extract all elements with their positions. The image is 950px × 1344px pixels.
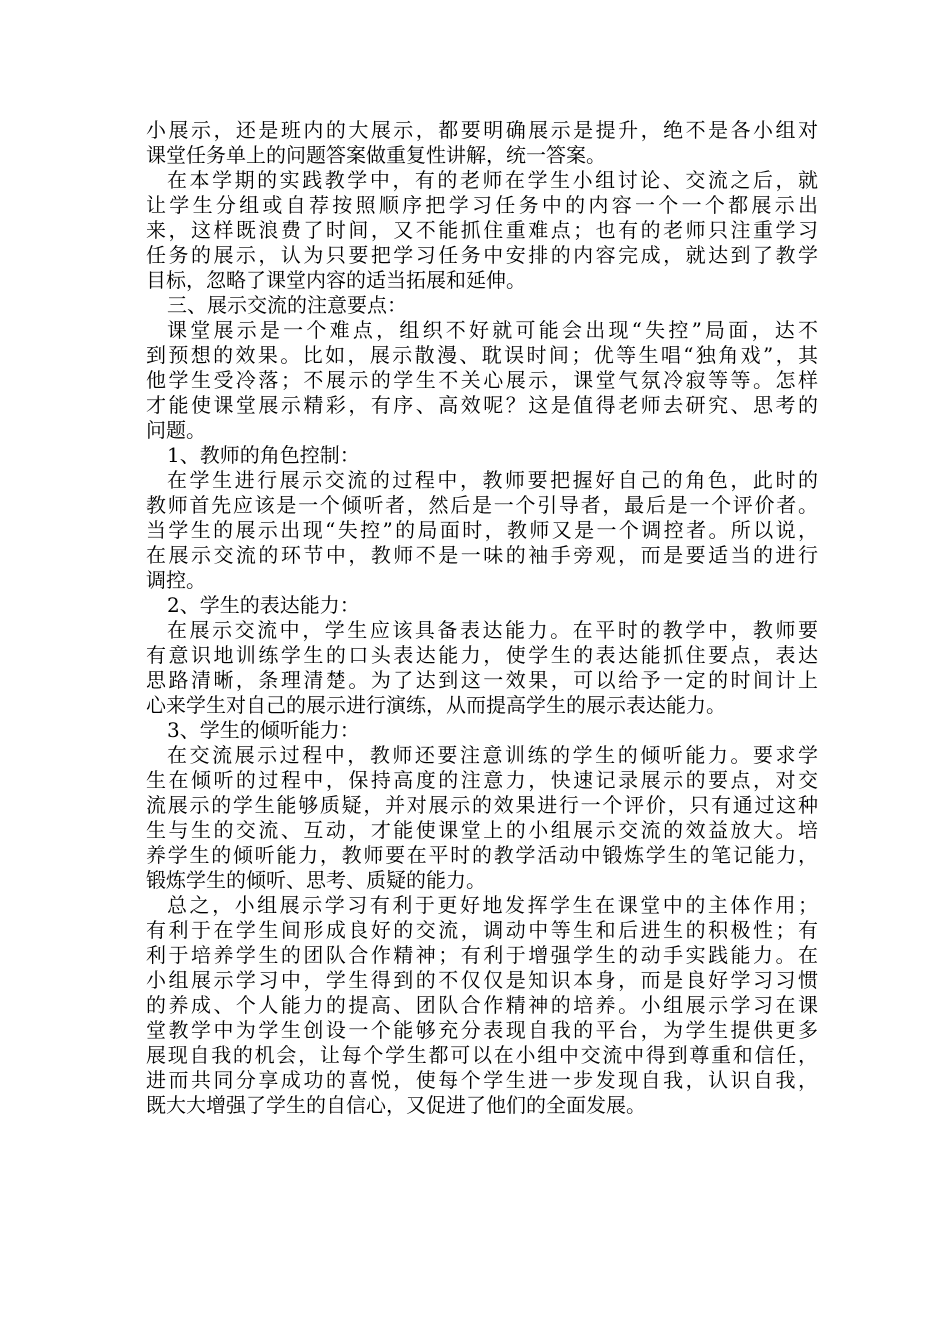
document-body (146, 118, 818, 1118)
text-line: 在展示交流的环节中，教师不是一味的袖手旁观，而是要适当的进行 (146, 543, 818, 567)
text-line: 课堂展示是一个难点，组织不好就可能会出现“失控”局面，达不 (167, 318, 818, 342)
text-line: 目标，忽略了课堂内容的适当拓展和延伸。 (146, 268, 526, 292)
text-line: 到预想的效果。比如，展示散漫、耽误时间；优等生唱“独角戏”，其 (146, 343, 818, 367)
text-line: 课堂任务单上的问题答案做重复性讲解，统一答案。 (146, 143, 606, 167)
text-line: 养学生的倾听能力，教师要在平时的教学活动中锻炼学生的笔记能力， (146, 843, 818, 867)
text-line: 才能使课堂展示精彩，有序、高效呢？这是值得老师去研究、思考的 (146, 393, 818, 417)
text-line: 在交流展示过程中，教师还要注意训练的学生的倾听能力。要求学 (167, 743, 818, 767)
text-line: 的养成、个人能力的提高、团队合作精神的培养。小组展示学习在课 (146, 993, 818, 1017)
text-line: 在展示交流中，学生应该具备表达能力。在平时的教学中，教师要 (167, 618, 818, 642)
text-line: 来，这样既浪费了时间，又不能抓住重难点；也有的老师只注重学习 (146, 218, 818, 242)
text-line: 生在倾听的过程中，保持高度的注意力，快速记录展示的要点，对交 (146, 768, 818, 792)
text-line: 3、学生的倾听能力： (167, 718, 360, 742)
text-line: 调控。 (146, 568, 206, 592)
text-line: 思路清晰，条理清楚。为了达到这一效果，可以给予一定的时间计上 (146, 668, 818, 692)
text-line: 锻炼学生的倾听、思考、质疑的能力。 (146, 868, 486, 892)
text-line: 在学生进行展示交流的过程中，教师要把握好自己的角色，此时的 (167, 468, 818, 492)
text-line: 小组展示学习中，学生得到的不仅仅是知识本身，而是良好学习习惯 (146, 968, 818, 992)
text-line: 让学生分组或自荐按照顺序把学习任务中的内容一个一个都展示出 (146, 193, 818, 217)
text-line: 进而共同分享成功的喜悦，使每个学生进一步发现自我，认识自我， (146, 1068, 818, 1092)
text-line: 堂教学中为学生创设一个能够充分表现自我的平台，为学生提供更多 (146, 1018, 818, 1042)
text-line: 当学生的展示出现“失控”的局面时，教师又是一个调控者。所以说， (146, 518, 818, 542)
text-line: 三、展示交流的注意要点： (167, 293, 407, 317)
text-line: 总之，小组展示学习有利于更好地发挥学生在课堂中的主体作用； (167, 893, 818, 917)
text-line: 利于培养学生的团队合作精神；有利于增强学生的动手实践能力。在 (146, 943, 818, 967)
text-line: 问题。 (146, 418, 206, 442)
text-line: 在本学期的实践教学中，有的老师在学生小组讨论、交流之后，就 (167, 168, 818, 192)
text-line: 既大大增强了学生的自信心，又促进了他们的全面发展。 (146, 1093, 646, 1117)
text-line: 任务的展示，认为只要把学习任务中安排的内容完成，就达到了教学 (146, 243, 818, 267)
text-line: 生与生的交流、互动，才能使课堂上的小组展示交流的效益放大。培 (146, 818, 818, 842)
text-line: 1、教师的角色控制： (167, 443, 360, 467)
text-line: 教师首先应该是一个倾听者，然后是一个引导者，最后是一个评价者。 (146, 493, 818, 517)
text-line: 小展示，还是班内的大展示，都要明确展示是提升，绝不是各小组对 (146, 118, 818, 142)
text-line: 有利于在学生间形成良好的交流，调动中等生和后进生的积极性；有 (146, 918, 818, 942)
text-line: 展现自我的机会，让每个学生都可以在小组中交流中得到尊重和信任， (146, 1043, 818, 1067)
text-line: 他学生受冷落；不展示的学生不关心展示，课堂气氛冷寂等等。怎样 (146, 368, 818, 392)
text-line: 流展示的学生能够质疑，并对展示的效果进行一个评价，只有通过这种 (146, 793, 818, 817)
text-line: 心来学生对自己的展示进行演练，从而提高学生的展示表达能力。 (146, 693, 726, 717)
text-line: 有意识地训练学生的口头表达能力，使学生的表达能抓住要点，表达 (146, 643, 818, 667)
text-line: 2、学生的表达能力： (167, 593, 360, 617)
